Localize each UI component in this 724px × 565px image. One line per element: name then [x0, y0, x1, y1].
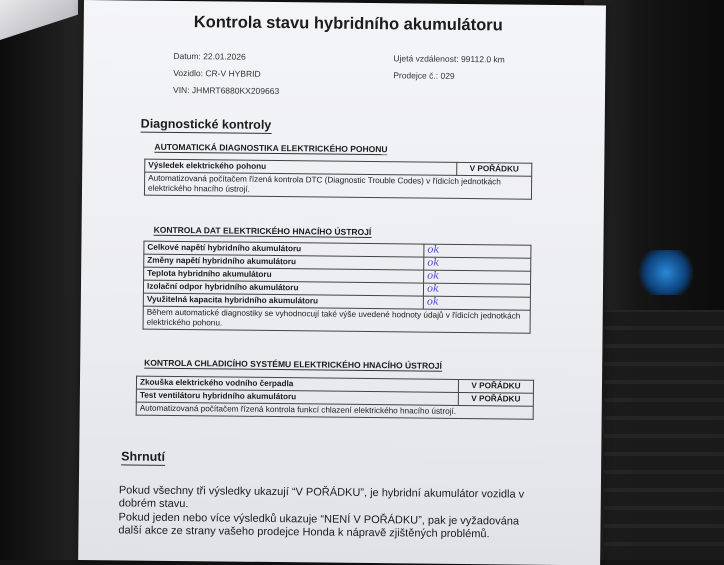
date-label: Datum:: [173, 50, 201, 62]
section3-note: Automatizovaná počítačem řízená kontrola funkcí chlazení elektrického hnacího ústrojí.: [136, 402, 533, 419]
section2-table: [143, 241, 532, 334]
section3-row-status: V POŘÁDKU: [458, 392, 533, 406]
section2-row-check: [424, 244, 531, 258]
floor-mat: [604, 310, 724, 560]
section1-heading: AUTOMATICKÁ DIAGNOSTIKA ELEKTRICKÉHO POHONU: [154, 141, 388, 155]
mileage-value: 99112.0 km: [460, 53, 505, 65]
meta-vin: [173, 85, 279, 96]
mileage-label: Ujetá vzdálenost:: [393, 53, 459, 64]
date-value: 22.01.2026: [203, 51, 246, 62]
meta-date: [173, 51, 245, 62]
meta-mileage: [393, 53, 504, 64]
document-page: [78, 0, 606, 565]
vin-value: JHMRT6880KX209663: [191, 85, 280, 97]
meta-dealer: [393, 70, 455, 81]
section2-heading: KONTROLA DAT ELEKTRICKÉHO HNACÍHO ÚSTROJÍ: [153, 224, 372, 238]
vehicle-label: Vozidlo:: [173, 67, 204, 79]
table-row: [143, 306, 530, 333]
vin-label: VIN:: [173, 84, 190, 96]
section2-row-check: [424, 257, 531, 271]
handwritten-ok-mark: ok: [427, 257, 440, 269]
table-row: [144, 172, 531, 199]
section1-row-status: V POŘÁDKU: [457, 162, 532, 176]
section2-row-label: Změny napětí hybridního akumulátoru: [144, 254, 424, 270]
section3-heading: KONTROLA CHLADICÍHO SYSTÉMU ELEKTRICKÉHO HNACÍHO ÚSTROJÍ: [144, 357, 442, 371]
section2-row-label: Využitelná kapacita hybridního akumulátoru: [143, 293, 423, 309]
section2-note: Během automatické diagnostiky se vyhodnocují také výše uvedené hodnoty údajů v řídicích jednotkách elektrického pohonu.: [143, 306, 530, 333]
handwritten-ok-mark: ok: [426, 283, 440, 295]
section3-row-status: V POŘÁDKU: [458, 379, 533, 393]
table-row: [136, 402, 533, 419]
section3-row-label: Test ventilátoru hybridního akumulátoru: [136, 389, 458, 405]
meta-vehicle: [173, 68, 261, 79]
dealer-label: Prodejce č.:: [393, 70, 439, 81]
section2-row-label: Izolační odpor hybridního akumulátoru: [143, 280, 423, 296]
section2-row-check: [423, 283, 530, 297]
section2-row-check: [424, 270, 531, 284]
vehicle-value: CR-V HYBRID: [205, 68, 261, 79]
section3-table: [136, 376, 534, 420]
summary-paragraph-2: Pokud jeden nebo více výsledků ukazuje “NENÍ V POŘÁDKU”, pak je vyžadována další akce ze strany vašeho prodejce Honda k nápravě zjištěných problémů.: [118, 511, 520, 541]
summary-paragraph-1: Pokud všechny tři výsledky ukazují “V POŘÁDKU”, je hybridní akumulátor vozidla v dobrém stavu.: [118, 484, 525, 511]
handwritten-ok-mark: ok: [427, 270, 440, 282]
handwritten-ok-mark: ok: [427, 244, 440, 256]
diagnostics-heading: Diagnostické kontroly: [140, 116, 272, 132]
section1-table: [144, 159, 532, 200]
dealer-value: 029: [440, 70, 455, 81]
section1-row-label: Výsledek elektrického pohonu: [145, 159, 457, 175]
blue-light: [636, 250, 696, 295]
section3-row-label: Zkouška elektrického vodního čerpadla: [136, 376, 458, 392]
summary-heading: Shrnutí: [121, 449, 166, 464]
section2-row-label: Celkové napětí hybridního akumulátoru: [144, 241, 424, 257]
document-title: Kontrola stavu hybridního akumulátoru: [193, 13, 503, 35]
section2-row-label: Teplota hybridního akumulátoru: [144, 267, 424, 283]
handwritten-ok-mark: ok: [426, 296, 440, 308]
section2-row-check: [423, 296, 530, 310]
section1-note: Automatizovaná počítačem řízená kontrola DTC (Diagnostic Trouble Codes) v řídicích jednotkách elektrického hnacího ústrojí.: [144, 172, 531, 199]
